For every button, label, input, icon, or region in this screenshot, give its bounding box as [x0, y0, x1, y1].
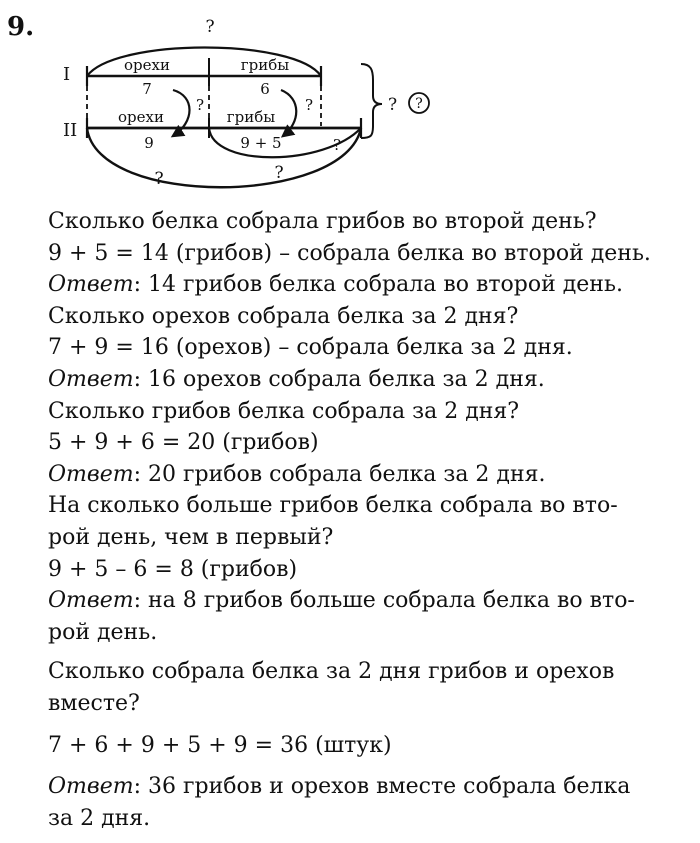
row1-nuts-value: 7: [142, 80, 152, 98]
solution-2: 7 + 9 = 16 (орехов) – собрала белка за 2 дня.: [48, 335, 573, 361]
answer-1: [48, 269, 698, 301]
row-label-1: I: [63, 64, 71, 85]
row1-nuts-label: орехи: [124, 56, 170, 74]
answer-word: Ответ: [48, 461, 134, 487]
answer-2-text: : 16 орехов собрала белка за 2 дня.: [133, 366, 545, 392]
question-1: Сколько белка собрала грибов во второй день?: [48, 209, 597, 234]
question-4-line-1: На сколько больше грибов белка собрала во вто-: [48, 493, 618, 519]
nuts-diff-question: ?: [195, 96, 205, 114]
answer-word: Ответ: [48, 272, 134, 298]
row1-mushrooms-label: грибы: [240, 56, 290, 74]
bottom-left-question: ?: [154, 169, 164, 189]
question-5-line-1: Сколько собрала белка за 2 дня грибов и орехов: [48, 659, 615, 685]
answer-5-line-1: [48, 771, 698, 803]
question-5-line-2: вместе?: [48, 690, 140, 716]
question-4-line-2: рой день, чем в первый?: [48, 524, 334, 550]
answer-4-text: : на 8 грибов больше собрала белка во вто-: [133, 588, 635, 614]
answer-3: [48, 459, 698, 491]
row1-mushrooms-value: 6: [260, 80, 270, 98]
answer-word: Ответ: [48, 774, 134, 800]
solution-3: 5 + 9 + 6 = 20 (грибов): [48, 430, 319, 456]
solution-1: 9 + 5 = 14 (грибов) – собрала белка во второй день.: [48, 240, 651, 266]
question-3: Сколько грибов белка собрала за 2 дня?: [48, 398, 520, 424]
answer-4-line-1: [48, 585, 698, 617]
circled-question: ?: [415, 96, 423, 112]
answer-word: Ответ: [48, 588, 134, 614]
right-brace: [361, 64, 382, 138]
problem-number: 9.: [7, 12, 35, 42]
row2-nuts-label: орехи: [118, 108, 164, 126]
answer-5-line-2: за 2 дня.: [48, 805, 151, 831]
question-2: Сколько орехов собрала белка за 2 дня?: [48, 303, 519, 329]
answer-5-text: : 36 грибов и орехов вместе собрала белка: [133, 774, 631, 800]
solution-4: 9 + 5 – 6 = 8 (грибов): [48, 556, 298, 582]
answer-4-line-2: рой день.: [48, 619, 158, 645]
solution-text: [48, 206, 698, 834]
answer-1-text: : 14 грибов белка собрала во второй день.: [133, 272, 623, 298]
row-label-2: II: [63, 120, 78, 141]
brace-question: ?: [388, 95, 398, 115]
answer-word: Ответ: [48, 366, 134, 392]
small-curve-question: ?: [332, 136, 342, 154]
bottom-arc: [87, 128, 361, 187]
problem-diagram: [55, 18, 475, 198]
row2-mushrooms-label: грибы: [226, 108, 276, 126]
solution-5: 7 + 6 + 9 + 5 + 9 = 36 (штук): [48, 732, 392, 758]
bottom-right-question: ?: [274, 163, 284, 183]
answer-3-text: : 20 грибов собрала белка за 2 дня.: [133, 461, 546, 487]
row2-mushrooms-value: 9 + 5: [240, 134, 282, 152]
mushrooms-diff-question: ?: [304, 96, 314, 114]
top-question-mark: ?: [205, 18, 215, 37]
answer-2: [48, 364, 698, 396]
row2-nuts-value: 9: [144, 134, 154, 152]
